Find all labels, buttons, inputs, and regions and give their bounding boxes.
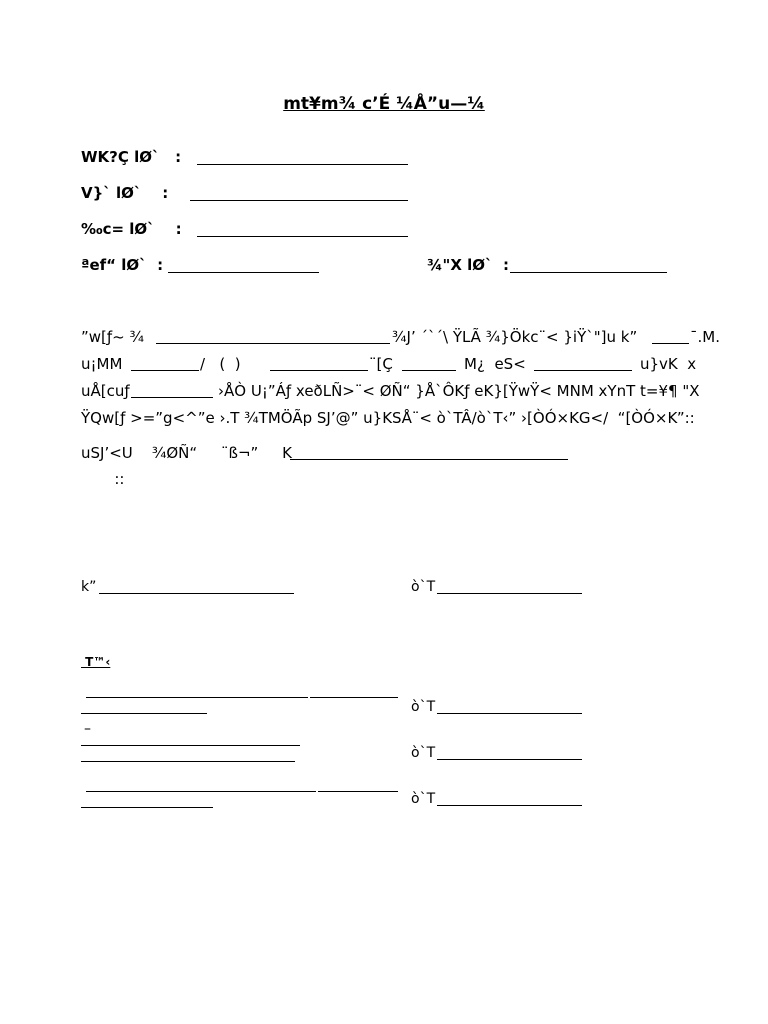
signature-date-line[interactable]	[437, 593, 582, 594]
field-3-label: ‰c= lØ` :	[81, 220, 182, 238]
witness-dash: –	[84, 721, 91, 737]
field-1-line[interactable]	[197, 164, 408, 165]
paragraph-blank-2[interactable]	[652, 343, 689, 344]
paragraph-line-4: ŸQw[ƒ >=”g<^”e ›.T ¾TMÖÃp SJ’@” u}KSÅ¨< ò`TÂ/ò`T‹” ›[ÒÓ×KG</ “[ÒÓ×K”::	[81, 409, 695, 427]
field-3-line[interactable]	[197, 236, 408, 237]
field-4-label: ªef“ lØ` :	[81, 256, 164, 274]
witness-3-line-b[interactable]	[318, 791, 398, 792]
field-4-line[interactable]	[168, 272, 319, 273]
field-5-label: ¾"X lØ` :	[427, 256, 509, 274]
paragraph-blank-6[interactable]	[534, 370, 632, 371]
paragraph-line-6: ::	[81, 470, 125, 488]
paragraph-line-2b: / ( )	[200, 355, 241, 373]
witness-2-date-line[interactable]	[437, 759, 582, 760]
paragraph-line-1c: ¯.M.	[690, 328, 720, 346]
field-2-label: V}` lØ` :	[81, 184, 169, 202]
witness-2-date-label: ò`T	[411, 745, 436, 761]
paragraph-line-2d: M¿ eS<	[464, 355, 526, 373]
page-title: mt¥m¾ c’É ¼Å”u—¼	[283, 94, 485, 114]
paragraph-blank-8[interactable]	[290, 459, 568, 460]
paragraph-blank-1[interactable]	[156, 343, 390, 344]
field-5-line[interactable]	[510, 272, 667, 273]
paragraph-line-2e: u}vK x	[640, 355, 697, 373]
witness-3-line-a[interactable]	[86, 791, 316, 792]
witness-3-date-label: ò`T	[411, 791, 436, 807]
signature-line[interactable]	[99, 593, 294, 594]
field-1-label: WK?Ç lØ` :	[81, 148, 182, 166]
paragraph-line-1b: ¾J’ ´`´\ ŸLÃ ¾}Ökc¨< }iŸ`"]u k”	[392, 328, 638, 346]
paragraph-line-2c: ¨[Ç	[369, 355, 393, 373]
paragraph-blank-3[interactable]	[131, 370, 199, 371]
witness-1-line-a[interactable]	[86, 697, 308, 698]
witness-3-date-line[interactable]	[437, 805, 582, 806]
witness-1-date-label: ò`T	[411, 699, 436, 715]
signature-label: k”	[81, 579, 97, 595]
witness-2-line-b[interactable]	[81, 761, 295, 762]
paragraph-line-3b: ›ÅÒ U¡”Áƒ xeðLÑ>¨< ØÑ“ }Å`ÔKƒ eK}[ŸwŸ< MNM xYnT t=¥¶ "X	[218, 382, 700, 400]
paragraph-line-5b	[590, 446, 633, 461]
witness-1-line-b[interactable]	[310, 697, 398, 698]
witness-3-line-c[interactable]	[81, 807, 213, 808]
paragraph-blank-5[interactable]	[402, 370, 456, 371]
signature-date-label: ò`T	[411, 579, 436, 595]
field-2-line[interactable]	[190, 200, 408, 201]
paragraph-blank-7[interactable]	[131, 397, 213, 398]
witness-1-line-c[interactable]	[81, 713, 207, 714]
paragraph-line-5a: uSJ’<U ¾ØÑ“ ¨ß¬” K	[81, 444, 292, 462]
witness-1-date-line[interactable]	[437, 713, 582, 714]
witness-2-line-a[interactable]	[81, 745, 300, 746]
paragraph-line-3a: uÅ[cuƒ	[81, 382, 130, 400]
paragraph-line-1a: ”w[ƒ~ ¾	[81, 328, 145, 346]
paragraph-blank-4[interactable]	[270, 370, 368, 371]
paragraph-line-2a: u¡MM	[81, 355, 123, 373]
witnesses-heading: T™‹	[81, 655, 111, 669]
